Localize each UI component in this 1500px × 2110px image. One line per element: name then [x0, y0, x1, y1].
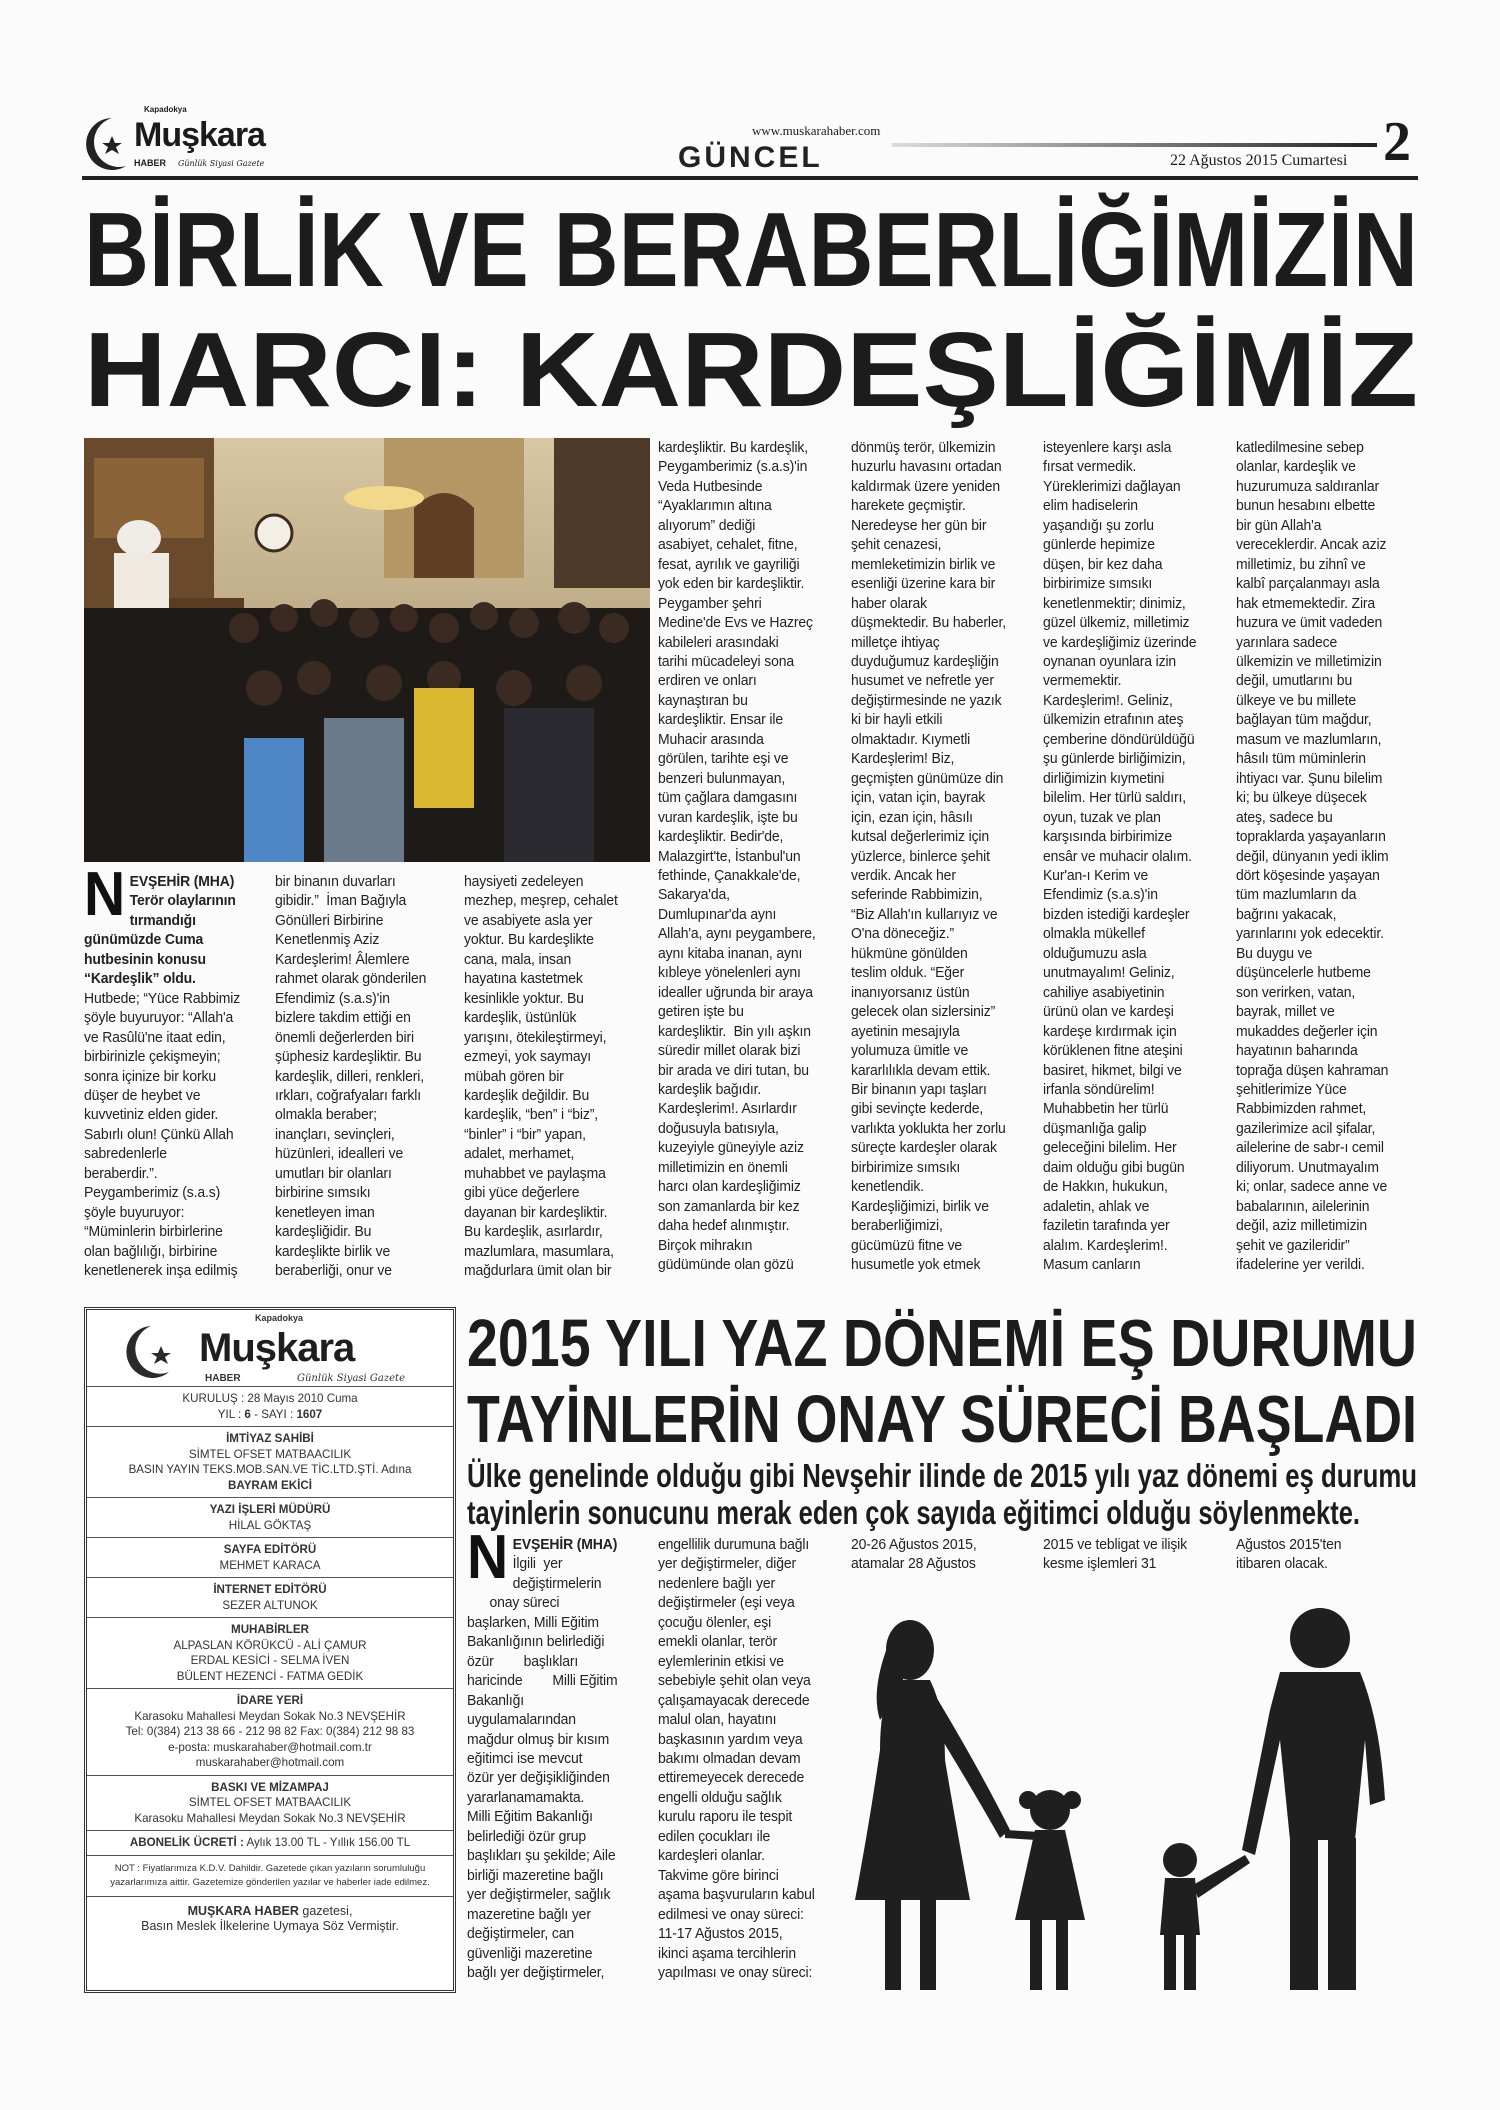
- section-title: SAYFA EDİTÖRÜ: [223, 1543, 317, 1556]
- section-name: GÜNCEL: [678, 141, 823, 174]
- article2-column-1: [467, 1523, 654, 1993]
- headline-line-2: HARCI: KARDEŞLİĞİMİZ: [84, 311, 1418, 429]
- section-line: SİMTEL OFSET MATBAACILIK: [188, 1796, 352, 1809]
- site-url[interactable]: www.muskarahaber.com: [752, 123, 881, 138]
- article2-column-1-text: başlarken, Milli Eğitim Bakanlığının belirlediği özür başlıkları haricinde Milli Eğitim Bakanlığı uygulamalarından mağdur olmuş bir kısım eğitimci ise mevcut özür yer değişikliğinden yararlanamamakta. Milli Eğitim Bakanlığı belirlediği özür grup başlıkları şu şekilde; Aile birliği mazeretine bağlı yer değiştirmeler, sağlık mazeretine bağlı yer değiştirmeler, can güvenliği mazeretine bağlı yer değiştirmeler,: [467, 1613, 618, 1981]
- box-logo-tagline: Günlük Siyasi Gazete: [297, 1373, 405, 1384]
- article2-column-2: engellilik durumuna bağlı yer değiştirmeler, diğer nedenlere bağlı yer değiştirmeler (eşi veya çocuğu ölenler, eşi emekli olanlar, terör eylemlerinin etkisi ve sebebiyle şehit olan veya çalışamayacak derecede malul olan, hayatını başkasının yardım veya bakımı olmadan devam ettiremeyecek derecede engelli olduğu sağlık kurulu raporu ile tespit edilen çocukları ile kardeşleri olanlar. Takvime göre birinci aşama başvuruların kabul edilmesi ve onay süreci: 11-17 Ağustos 2015, ikinci aşama tercihlerin yapılması ve onay süreci:: [658, 1536, 815, 1981]
- mosque-sermon-photo: [84, 438, 650, 862]
- headline2-line-1: 2015 YILI YAZ DÖNEMİ EŞ DURUMU: [467, 1306, 1417, 1381]
- subscription-value: Aylık 13.00 TL - Yıllık 156.00 TL: [246, 1836, 411, 1849]
- section-line: BÜLENT HEZENCİ - FATMA GEDİK: [176, 1669, 364, 1683]
- family-silhouette-image: [850, 1600, 1420, 1995]
- logo-kapadokya: Kapadokya: [144, 105, 187, 114]
- masthead-box: [84, 1307, 456, 1993]
- article1-column-2: bir binanın duvarları gibidir.” İman Bağıyla Gönülleri Birbirine Kenetlenmiş Aziz Kardeşlerim! Âlemlere rahmet olarak gönderilen Efendimiz (s.a.s)'in bizlere takdim ettiği en önemli değerlerden biri şüphesiz kardeşliktir. Bu kardeşlik, dilleri, renkleri, ırkları, coğrafyaları farklı olmakla beraber; inançları, sevinçleri, hüzünleri, idealleri ve umutları bir olanları birbirine sımsıkı kenetleyen iman kardeşliğidir. Bu kardeşlikte birlik ve beraberliği, onur ve: [275, 873, 427, 1280]
- founded-date: KURULUŞ : 28 Mayıs 2010 Cuma: [182, 1392, 358, 1405]
- masthead-note: NOT : Fiyatlarımıza K.D.V. Dahildir. Gazetede çıkan yazıların sorumluluğu yazarlarımıza aittir. Gazetemize gönderilen yazılar ve haberler iade edilmez.: [87, 1855, 453, 1896]
- section-title: İNTERNET EDİTÖRÜ: [213, 1583, 327, 1596]
- section-title: BASKI VE MİZAMPAJ: [211, 1780, 329, 1794]
- email-link[interactable]: e-posta: muskarahaber@hotmail.com.tr: [168, 1740, 372, 1754]
- drop-cap: N: [467, 1523, 509, 1592]
- article2-column-5: Ağustos 2015'ten itibaren olacak.: [1236, 1536, 1342, 1573]
- headline2-line-2: TAYİNLERİN ONAY SÜRECİ BAŞLADI: [467, 1382, 1417, 1457]
- section-title: İMTİYAZ SAHİBİ: [226, 1432, 314, 1445]
- subhead-line-1: Ülke genelinde olduğu gibi Nevşehir ilinde de 2015 yılı yaz dönemi eş durumu: [467, 1457, 1417, 1494]
- masthead-internet-editor: [87, 1577, 453, 1617]
- article1-column-3: haysiyeti zedeleyen mezhep, meşrep, cehalet ve asabiyete asla yer yoktur. Bu kardeşlikte cana, mala, insan hayatına kastetmek kesinlikle yoktur. Bu kardeşlik, üstünlük yarışını, ötekileştirmeyi, ezmeyi, yok saymayı mübah gören bir kardeşlik değildir. Bu kardeşlik, “ben” i “biz”, “binler” i “bir” yapan, adalet, merhamet, muhabbet ve paylaşma gibi yüce değerlere dayanan bir kardeşliktir. Bu kardeşlik, asırlardır, mazlumlara, masumlara, mağdurlara ümit olan bir: [464, 873, 618, 1280]
- section-line: HİLAL GÖKTAŞ: [228, 1518, 312, 1532]
- section-title: İDARE YERİ: [236, 1694, 304, 1707]
- masthead-footer: [87, 1896, 453, 1939]
- section-line: SEZER ALTUNOK: [222, 1598, 318, 1612]
- article1-lead-beside: EVŞEHİR (MHA) Terör olaylarının tırmandığı: [129, 873, 236, 929]
- section-line: MEHMET KARACA: [219, 1558, 321, 1572]
- footer-pledge: Basın Meslek İlkelerine Uymaya Söz Vermiştir.: [141, 1919, 399, 1933]
- article1-column-1: [84, 860, 265, 1292]
- section-title: MUHABİRLER: [231, 1623, 309, 1636]
- founding-info: [87, 1386, 453, 1426]
- header-rule: [82, 176, 1418, 180]
- masthead-subscription: [87, 1830, 453, 1855]
- article2-lead-beside: İlgili yer değiştirmelerin onay süreci: [489, 1555, 602, 1612]
- logo-name: Muşkara: [134, 116, 265, 154]
- logo-tagline: Günlük Siyasi Gazete: [178, 159, 265, 168]
- box-logo-name: Muşkara: [199, 1326, 355, 1370]
- masthead-editor-in-chief: [87, 1497, 453, 1537]
- header-gradient-line: [892, 143, 1377, 147]
- footer-text: gazetesi,: [302, 1903, 353, 1918]
- masthead-logo[interactable]: [82, 105, 302, 174]
- logo-haber: HABER: [134, 158, 167, 168]
- article2-lead-bold: EVŞEHİR (MHA): [512, 1536, 618, 1553]
- year-value: 6: [244, 1407, 251, 1421]
- article1-lead-below: günümüzde Cuma hutbesinin konusu “Kardeşlik” oldu.: [84, 931, 206, 988]
- issue-label: - SAYI :: [254, 1407, 294, 1421]
- section-line: Karasoku Mahallesi Meydan Sokak No.3 NEVŞEHİR: [134, 1709, 406, 1723]
- year-issue: [89, 1407, 451, 1423]
- article1-column-1-text: Hutbede; “Yüce Rabbimiz şöyle buyuruyor: “Allah'a ve Rasûlü'ne itaat edin, birbirinizle çekişmeyin; sonra içinize bir korku düşer de heybet ve kuvvetiniz elden gider. Sabırlı olun! Çünkü Allah sabredenlerle beraberdir.”. Peygamberimiz (s.a.s) şöyle buyuruyor: “Müminlerin birbirlerine olan bağlılığı, birbirine kenetlenerek inşa edilmiş: [84, 989, 241, 1280]
- masthead-owner: [87, 1426, 453, 1497]
- headline-line-1: BİRLİK VE BERABERLİĞİMİZİN: [84, 191, 1418, 309]
- issue-date: 22 Ağustos 2015 Cumartesi: [1170, 152, 1348, 169]
- box-logo-haber: HABER: [205, 1373, 241, 1384]
- year-label: YIL :: [217, 1407, 242, 1421]
- main-headline: [84, 190, 1420, 432]
- article1-column-7: katledilmesine sebep olanlar, kardeşlik ve huzurumuza saldıranlar bunun hesabını elbette bir gün Allah'a vereceklerdir. Ancak aziz milletimiz, bu zihnî ve kalbî parçalanmayı asla hak etmemektedir. Zira huzura ve ümit vadeden yarınlara sadece ülkemizin ve milletimizin değil, umutlarını bu ülkeye ve bu millete bağlayan tüm mağdur, masum ve mazlumların, hâsılı tüm müminlerin ihtiyacı var. Şunu bilelim ki; bu ülkeye düşecek ateş, sadece bu topraklarda yaşayanların değil, dünyanın yedi iklim dört köşesinde yaşayan tüm mazlumların da bağrını yakacak, yarınlarını yok edecektir. Bu duygu ve düşüncelerle hutbeme son verirken, vatan, bayrak, millet ve mukaddes değerler için hayatının baharında toprağa düşen kahraman şehitlerimize Yüce Rabbimizden rahmet, gazilerimize acil şifalar, ailelerine de sabr-ı cemil diliyorum. Unutmayalım ki; onlar, sadece anne ve babalarının, ailelerinin değil, aziz milletimizin şehit ve gazileridir” ifadelerine yer verildi.: [1236, 439, 1389, 1274]
- masthead-print: [87, 1775, 453, 1831]
- section-title: YAZI İŞLERİ MÜDÜRÜ: [209, 1503, 331, 1516]
- footer-paper-name: MUŞKARA HABER: [187, 1903, 299, 1918]
- masthead-page-editor: [87, 1537, 453, 1577]
- email-link[interactable]: muskarahaber@hotmail.com: [195, 1756, 345, 1769]
- subhead-line-2: tayinlerin sonucunu merak eden çok sayıda eğitimci olduğu söylenmekte.: [467, 1494, 1360, 1531]
- article2-column-3: 20-26 Ağustos 2015, atamalar 28 Ağustos: [851, 1536, 977, 1573]
- subscription-label: ABONELİK ÜCRETİ :: [129, 1836, 244, 1849]
- article2-column-4: 2015 ve tebligat ve ilişik kesme işlemleri 31: [1043, 1536, 1187, 1573]
- drop-cap: N: [84, 860, 126, 929]
- article1-column-6: isteyenlere karşı asla fırsat vermedik. Yüreklerimizi dağlayan elim hadiselerin yaşandığı şu zorlu günlerde hepimize düşen, bir kez daha birbirimize sımsıkı kenetlenmektir; dinimiz, güzel ülkemiz, milletimiz ve kardeşliğimiz üzerinde oynanan oyunlara izin vermemektir. Kardeşlerim!. Geliniz, ülkemizin etrafının ateş çemberine döndürüldüğü şu günlerde birliğimizin, dirliğimizin kıymetini bilelim. Her türlü saldırı, oyun, tuzak ve plan karşısında birbirimize ensâr ve muhacir olalım. Kur'an-ı Kerim ve Efendimiz (s.a.s)'in bizden istediği kardeşler olmakla mükellef olduğumuzu asla unutmayalım! Geliniz, cahiliye asabiyetinin ürünü olan ve kardeşi kardeşe kırdırmak için körüklenen fitne ateşini basiret, hikmet, bilgi ve irfanla söndürelim! Muhabbetin her türlü düşmanlığa galip geleceğini bilelim. Her daim olduğu gibi bugün de Hakkın, hukukun, adaletin, ahlak ve faziletin tarafında yer alalım. Kardeşlerim!. Masum canların: [1043, 439, 1197, 1274]
- second-headline: [467, 1305, 1420, 1531]
- section-line: Tel: 0(384) 213 38 66 - 212 98 82 Fax: 0(384) 212 98 83: [125, 1725, 415, 1738]
- article1-column-4: kardeşliktir. Bu kardeşlik, Peygamberimiz (s.a.s)'in Veda Hutbesinde “Ayaklarımın altına alıyorum” dediği asabiyet, cehalet, fitne, fesat, ayrılık ve gayriliği yok eden bir kardeşliktir. Peygamber şehri Medine'de Evs ve Hazreç kabileleri arasındaki tarihi mücadeleyi sona erdiren ve onları kaynaştıran bu kardeşliktir. Ensar ile Muhacir arasında görülen, tarihte eşi ve benzeri bulunmayan, tüm çağlara damgasını vuran kardeşlik, işte bu kardeşliktir. Bedir'de, Malazgirt'te, İstanbul'un fethinde, Çanakkale'de, Sakarya'da, Dumlupınar'da aynı Allah'a, aynı peygambere, aynı kitaba inanan, aynı kıbleye yönelenleri aynı idealler uğrunda bir araya getiren işte bu kardeşliktir. Bin yılı aşkın süredir millet olarak bizi bir arada ve diri tutan, bu kardeşlik bağıdır. Kardeşlerim!. Asırlardır doğusuyla batısıyla, kuzeyiyle güneyiyle aziz milletimizin en önemli harcı olan kardeşliğimiz son zamanlarda bir kez daha hedef alınmıştır. Birçok mihrakın güdümünde olan gözü: [658, 439, 816, 1274]
- section-line: Karasoku Mahallesi Meydan Sokak No.3 NEVŞEHİR: [134, 1811, 406, 1825]
- masthead-office: [87, 1688, 453, 1775]
- section-line: ERDAL KESİCİ - SELMA İVEN: [190, 1654, 350, 1667]
- section-line: ALPASLAN KÖRÜKCÜ - ALİ ÇAMUR: [173, 1638, 367, 1652]
- box-logo-kapadokya: Kapadokya: [255, 1313, 304, 1323]
- page-number: 2: [1383, 111, 1411, 173]
- issue-value: 1607: [296, 1407, 323, 1421]
- section-line: SİMTEL OFSET MATBAACILIK: [188, 1447, 352, 1461]
- masthead-reporters: [87, 1617, 453, 1688]
- article1-column-5: dönmüş terör, ülkemizin huzurlu havasını ortadan kaldırmak üzere yeniden harekete geçmiştir. Neredeyse her gün bir şehit cenazesi, memleketimizin birlik ve esenliği üzerine kara bir haber olarak düşmektedir. Bu haberler, milletçe ihtiyaç duyduğumuz kardeşliğin husumet ve nefretle yer değiştirmesinde ne yazık ki bir hayli etkili olmaktadır. Kıymetli Kardeşlerim! Biz, geçmişten günümüze din için, vatan için, bayrak için, ezan için, hâsılı kutsal değerlerimiz için yüzlerce, binlerce şehit verdik. Ancak her seferinde Rabbimizin, “Biz Allah'ın kullarıyız ve O'na döneceğiz.” hükmüne gönülden teslim olduk. “Eğer inanıyorsanız üstün gelecek olan sizlersiniz” ayetinin mesajıyla yolumuza ümitle ve kararlılıkla devam ettik. Bir binanın yapı taşları gibi sevinçte kederde, varlıkta yoklukta her zorlu süreçte kardeşler olarak birbirimize sımsıkı kenetlendik. Kardeşliğimizi, birlik ve beraberliğimizi, gücümüzü fitne ve husumetle yok etmek: [851, 439, 1007, 1274]
- crescent-star-icon: [121, 1320, 191, 1380]
- owner-name: BAYRAM EKİCİ: [228, 1478, 312, 1492]
- masthead-logo-block: [87, 1310, 453, 1386]
- section-line: BASIN YAYIN TEKS.MOB.SAN.VE TİC.LTD.ŞTİ. Adına: [128, 1463, 412, 1476]
